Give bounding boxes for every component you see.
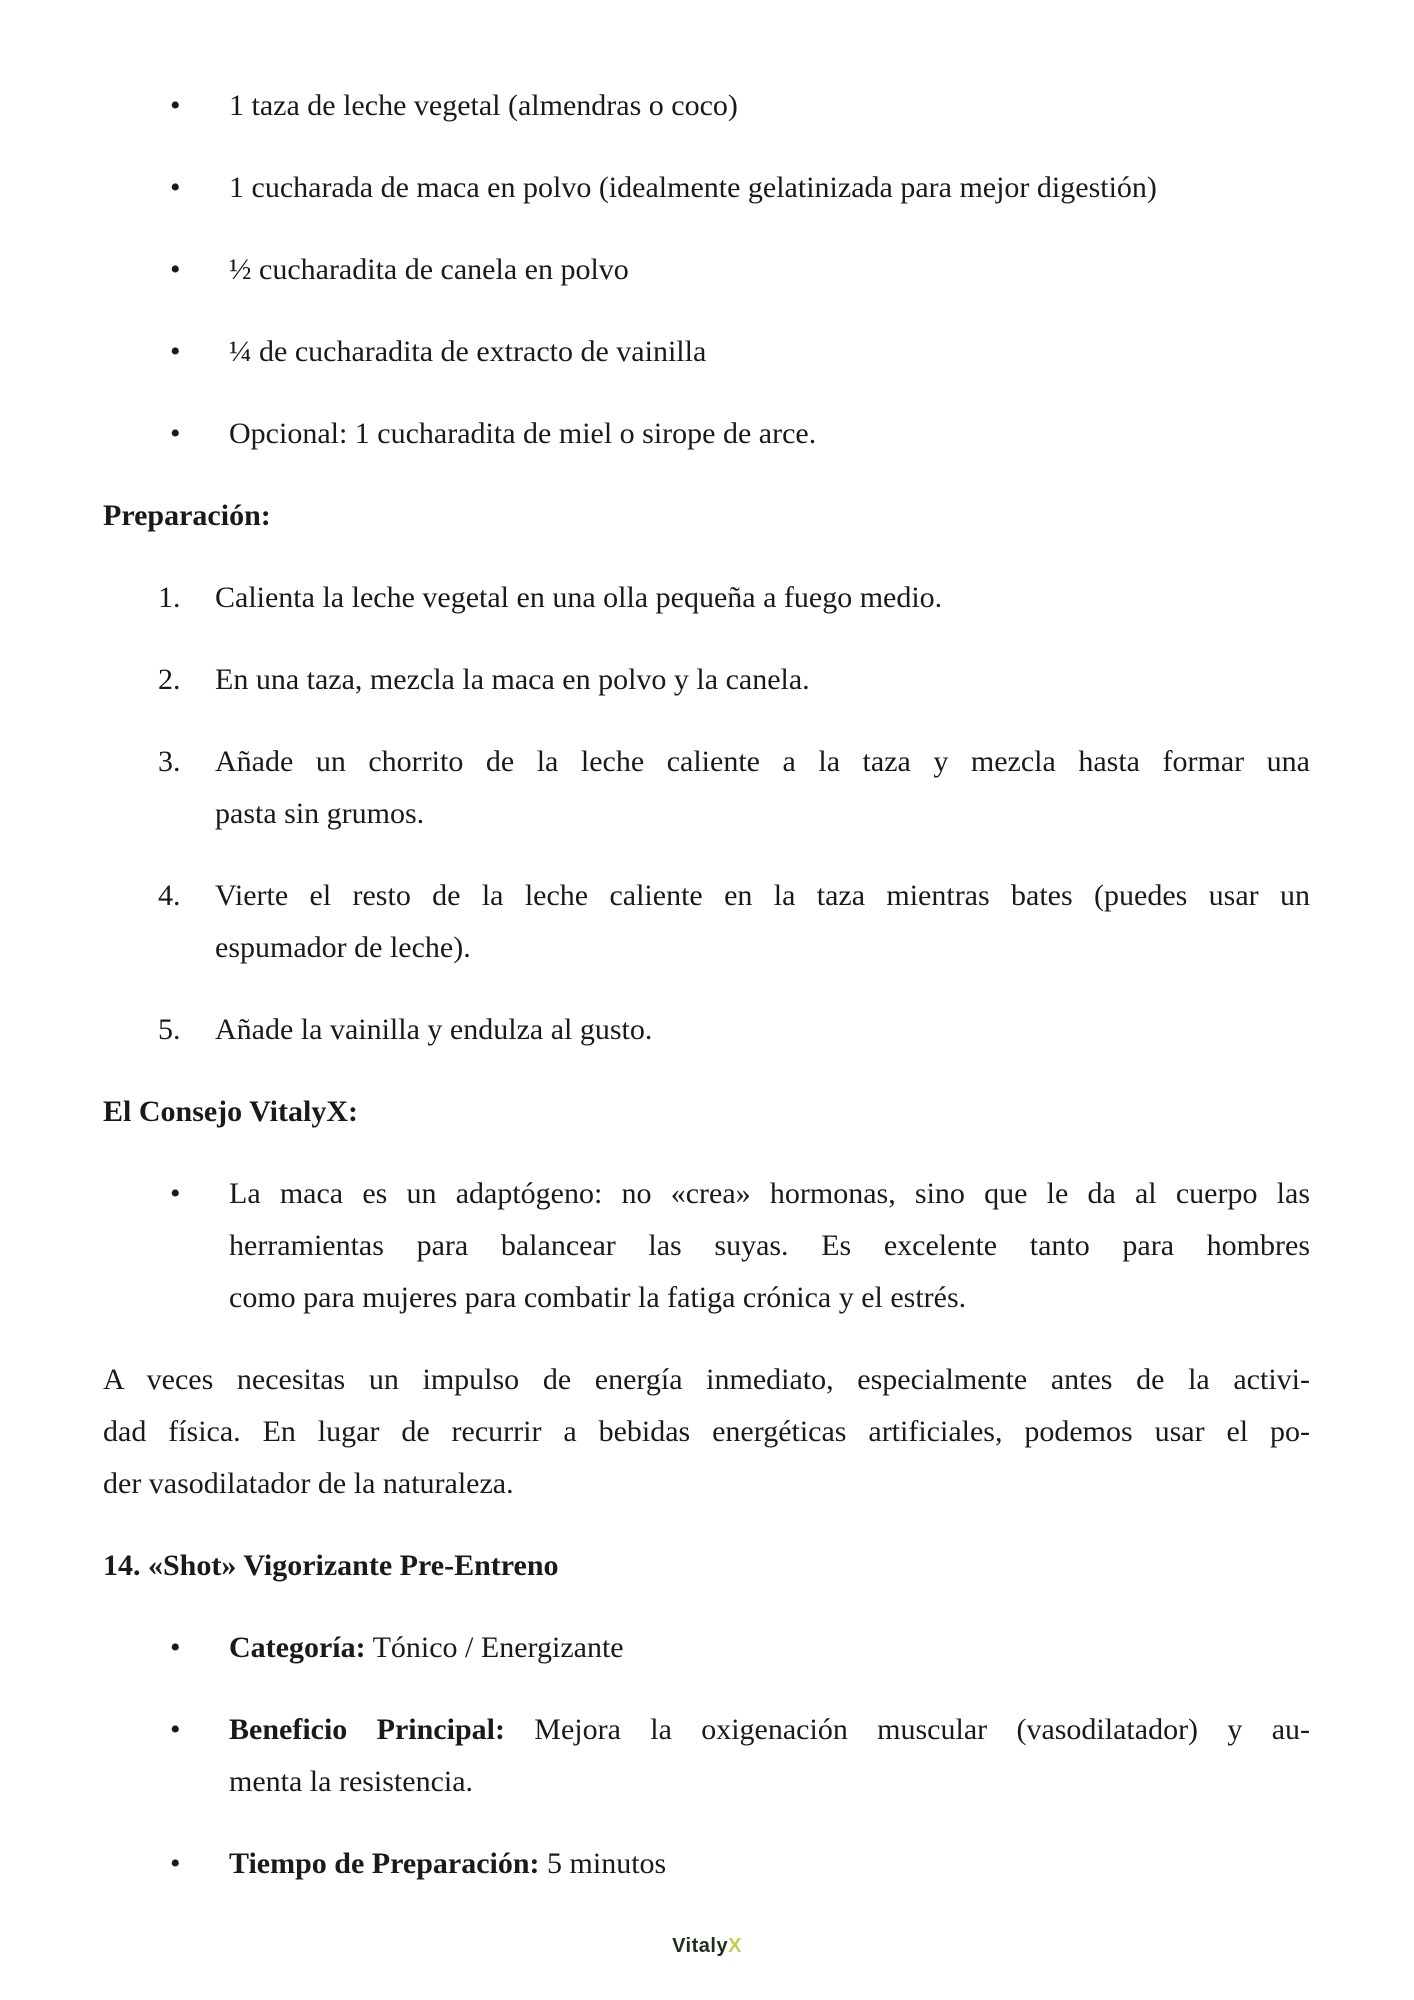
bullet-icon: • <box>170 1631 181 1664</box>
consejo-text: La maca es un adaptógeno: no «crea» hormonas, sino que le da al cuerpo las <box>229 1177 1310 1210</box>
step-number: 4. <box>158 879 181 912</box>
list-item <box>103 1622 1310 1674</box>
ingredient-text: 1 taza de leche vegetal (almendras o coco) <box>229 89 738 122</box>
categoria-line <box>229 1622 1310 1674</box>
list-item <box>103 80 1310 132</box>
consejo-text: como para mujeres para combatir la fatiga crónica y el estrés. <box>229 1281 967 1314</box>
beneficio-line <box>229 1704 1310 1756</box>
list-item <box>103 1004 1310 1056</box>
bullet-icon: • <box>170 171 181 204</box>
ingredients-list <box>103 80 1310 460</box>
step-number: 5. <box>158 1013 181 1046</box>
beneficio-label: Beneficio Principal: <box>229 1713 505 1746</box>
bullet-icon: • <box>170 1847 181 1880</box>
list-item <box>103 408 1310 460</box>
paragraph-line: A veces necesitas un impulso de energía inmediato, especialmente antes de la activi- <box>103 1363 1310 1396</box>
step-text: Vierte el resto de la leche caliente en la taza mientras bates (puedes usar un <box>215 879 1310 912</box>
footer-logo-accent-text: X <box>728 1935 742 1957</box>
tiempo-value: 5 minutos <box>539 1847 667 1880</box>
list-item <box>103 572 1310 624</box>
section-heading-shot: 14. «Shot» Vigorizante Pre-Entreno <box>103 1549 559 1582</box>
categoria-label: Categoría: <box>229 1631 366 1664</box>
step-text: Añade un chorrito de la leche caliente a la taza y mezcla hasta formar una <box>215 745 1310 778</box>
step-text: espumador de leche). <box>215 931 471 964</box>
step-number: 2. <box>158 663 181 696</box>
section-heading-consejo: El Consejo VitalyX: <box>103 1095 358 1128</box>
footer-logo <box>0 1934 1414 1958</box>
document-content <box>103 80 1310 1920</box>
consejo-list <box>103 1168 1310 1324</box>
section-heading-preparacion: Preparación: <box>103 499 271 532</box>
list-item <box>103 870 1310 974</box>
beneficio-value: Mejora la oxigenación muscular (vasodilatador) y au- <box>504 1713 1311 1746</box>
ingredient-text: ½ cucharadita de canela en polvo <box>229 253 629 286</box>
list-item <box>103 162 1310 214</box>
consejo-text: herramientas para balancear las suyas. Es excelente tanto para hombres <box>229 1229 1310 1262</box>
bullet-icon: • <box>170 335 181 368</box>
categoria-value: Tónico / Energizante <box>365 1631 624 1664</box>
step-number: 1. <box>158 581 181 614</box>
ingredient-text: ¼ de cucharadita de extracto de vainilla <box>229 335 707 368</box>
tiempo-line <box>229 1838 1310 1890</box>
step-number: 3. <box>158 745 181 778</box>
list-item <box>103 654 1310 706</box>
list-item <box>103 326 1310 378</box>
list-item <box>103 244 1310 296</box>
list-item <box>103 1168 1310 1324</box>
ingredient-text: Opcional: 1 cucharadita de miel o sirope de arce. <box>229 417 817 450</box>
ingredient-text: 1 cucharada de maca en polvo (idealmente gelatinizada para mejor digestión) <box>229 171 1157 204</box>
bullet-icon: • <box>170 417 181 450</box>
paragraph-line: der vasodilatador de la naturaleza. <box>103 1467 514 1500</box>
step-text: Añade la vainilla y endulza al gusto. <box>215 1013 653 1046</box>
tiempo-label: Tiempo de Preparación: <box>229 1847 540 1880</box>
beneficio-line-2: menta la resistencia. <box>229 1765 474 1798</box>
list-item <box>103 1838 1310 1890</box>
bullet-icon: • <box>170 253 181 286</box>
preparation-steps-list <box>103 572 1310 1056</box>
list-item <box>103 1704 1310 1808</box>
shot-details-list <box>103 1622 1310 1890</box>
step-text: pasta sin grumos. <box>215 797 425 830</box>
step-text: En una taza, mezcla la maca en polvo y la canela. <box>215 663 810 696</box>
bullet-icon: • <box>170 1713 181 1746</box>
footer-logo-brand-text: Vitaly <box>672 1935 729 1957</box>
intro-paragraph <box>103 1354 1310 1510</box>
bullet-icon: • <box>170 89 181 122</box>
bullet-icon: • <box>170 1177 181 1210</box>
step-text: Calienta la leche vegetal en una olla pequeña a fuego medio. <box>215 581 943 614</box>
list-item <box>103 736 1310 840</box>
paragraph-line: dad física. En lugar de recurrir a bebidas energéticas artificiales, podemos usar el po- <box>103 1415 1310 1448</box>
